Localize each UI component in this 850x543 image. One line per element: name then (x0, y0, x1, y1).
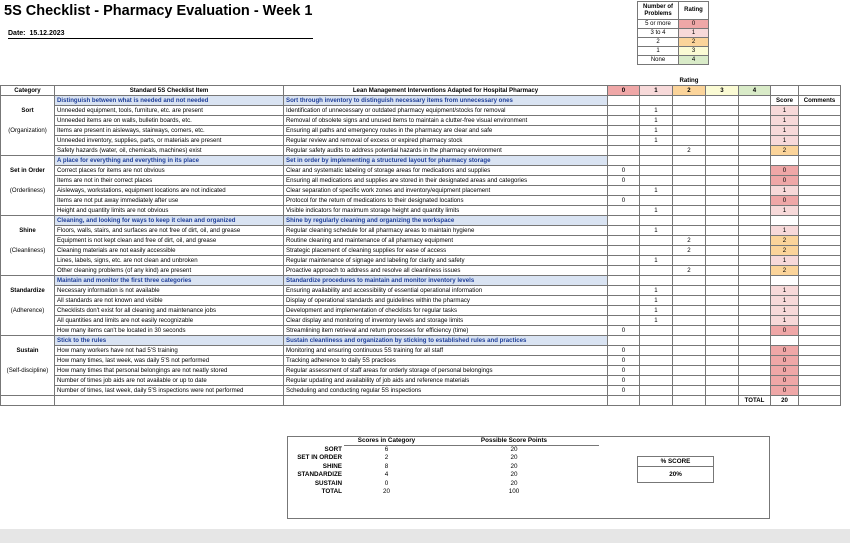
intervention-item: Regular updating and availability of job aids and reference materials (284, 376, 608, 386)
score-value: 0 (771, 376, 799, 386)
legend-header-rating: Rating (679, 2, 709, 20)
score-value: 1 (771, 286, 799, 296)
comment-cell (799, 126, 841, 136)
summary-row (289, 471, 599, 480)
category-subname: (Organization) (1, 126, 55, 136)
rating-value: 1 (640, 296, 673, 306)
comment-cell (799, 306, 841, 316)
table-row (1, 366, 841, 376)
score-header: Score (771, 96, 799, 106)
total-value: 20 (771, 396, 799, 406)
rating-value: 1 (640, 126, 673, 136)
intervention-item: Regular cleaning schedule for all pharmacy areas to maintain hygiene (284, 226, 608, 236)
intervention-item: Regular review and removal of excess or expired pharmacy stock (284, 136, 608, 146)
score-value: 0 (771, 386, 799, 396)
intervention-item: Strategic placement of cleaning supplies for ease of access (284, 246, 608, 256)
table-row (1, 316, 841, 326)
comment-cell (799, 326, 841, 336)
summary-score: 2 (384, 454, 389, 462)
comment-cell (799, 176, 841, 186)
rating-value: 1 (640, 206, 673, 216)
section-item-header: Maintain and monitor the first three categories (55, 276, 284, 286)
intervention-item: Regular assessment of staff areas for orderly storage of personal belongings (284, 366, 608, 376)
checklist-item: Items are not in their correct places (55, 176, 284, 186)
table-row (1, 286, 841, 296)
table-row (1, 346, 841, 356)
legend-rating: 3 (679, 47, 709, 56)
summary-score: 4 (384, 471, 389, 479)
score-value: 0 (771, 166, 799, 176)
table-row (1, 386, 841, 396)
summary-header-scores: Scores in Category (344, 437, 429, 446)
rating-value: 2 (673, 146, 706, 156)
section-intervention-header: Sort through inventory to distinguish necessary items from unnecessary ones (284, 96, 608, 106)
table-row (1, 376, 841, 386)
score-value: 1 (771, 226, 799, 236)
summary-score: 8 (384, 462, 389, 470)
checklist-item: Number of times job aids are not available or up to date (55, 376, 284, 386)
comment-cell (799, 196, 841, 206)
checklist-item: Unneeded items are on walls, bulletin boards, etc. (55, 116, 284, 126)
category-subname: (Cleanliness) (1, 246, 55, 256)
score-value: 0 (771, 356, 799, 366)
legend-rating: 0 (679, 20, 709, 29)
score-value: 0 (771, 346, 799, 356)
score-value: 1 (771, 126, 799, 136)
intervention-item: Routine cleaning and maintenance of all pharmacy equipment (284, 236, 608, 246)
checklist-item: All quantities and limits are not easily recognizable (55, 316, 284, 326)
percent-score-value: 20% (638, 467, 714, 483)
header-row-rating-group (1, 76, 841, 86)
table-row (1, 136, 841, 146)
score-value: 0 (771, 366, 799, 376)
rating-value: 1 (640, 306, 673, 316)
score-value: 1 (771, 186, 799, 196)
checklist-item: Aisleways, workstations, equipment locations are not indicated (55, 186, 284, 196)
section-item-header: Cleaning, and looking for ways to keep it clean and organized (55, 216, 284, 226)
summary-score: 0 (384, 479, 389, 487)
intervention-item: Monitoring and ensuring continuous 5S training for all staff (284, 346, 608, 356)
category-name: Sustain (1, 346, 55, 356)
intervention-item: Tracking adherence to daily 5S practices (284, 356, 608, 366)
score-value: 1 (771, 256, 799, 266)
intervention-item: Clear and systematic labeling of storage areas for medications and supplies (284, 166, 608, 176)
checklist-item: Equipment is not kept clean and free of dirt, oil, and grease (55, 236, 284, 246)
comment-cell (799, 376, 841, 386)
rating-legend (637, 1, 709, 65)
rating-value: 0 (608, 196, 640, 206)
comment-cell (799, 256, 841, 266)
table-row (1, 116, 841, 126)
summary-row (289, 488, 599, 497)
legend-row (638, 38, 709, 47)
checklist-item: Lines, labels, signs, etc. are not clean and unbroken (55, 256, 284, 266)
comment-cell (799, 316, 841, 326)
summary-possible: 20 (510, 471, 518, 479)
table-row (1, 326, 841, 336)
intervention-item: Display of operational standards and guidelines within the pharmacy (284, 296, 608, 306)
rating-value: 1 (640, 136, 673, 146)
rating-col-1: 1 (640, 86, 673, 96)
intervention-item: Regular maintenance of signage and labeling for clarity and safety (284, 256, 608, 266)
comment-cell (799, 246, 841, 256)
checklist-item: Other cleaning problems (of any kind) are present (55, 266, 284, 276)
rating-value: 1 (640, 286, 673, 296)
comment-cell (799, 226, 841, 236)
rating-col-4: 4 (739, 86, 771, 96)
checklist-item: Unneeded inventory, supplies, parts, or materials are present (55, 136, 284, 146)
section-header-row (1, 216, 841, 226)
summary-possible: 20 (510, 479, 518, 487)
rating-col-3: 3 (706, 86, 739, 96)
rating-value: 0 (608, 326, 640, 336)
intervention-item: Streamlining item retrieval and return processes for efficiency (time) (284, 326, 608, 336)
checklist-item: All standards are not known and visible (55, 296, 284, 306)
legend-rating: 2 (679, 38, 709, 47)
score-value: 1 (771, 206, 799, 216)
intervention-header: Lean Management Interventions Adapted for Hospital Pharmacy (284, 86, 608, 96)
section-intervention-header: Standardize procedures to maintain and monitor inventory levels (284, 276, 608, 286)
rating-value: 0 (608, 366, 640, 376)
comment-cell (799, 116, 841, 126)
date-line (8, 30, 313, 39)
total-label: TOTAL (739, 396, 771, 406)
comment-cell (799, 296, 841, 306)
rating-value: 0 (608, 346, 640, 356)
rating-value: 1 (640, 226, 673, 236)
section-header-row (1, 276, 841, 286)
summary-possible: 20 (510, 446, 518, 453)
summary-possible: 100 (508, 488, 520, 496)
summary-label: SET IN ORDER (297, 454, 342, 462)
summary-label: SUSTAIN (314, 479, 342, 487)
intervention-item: Identification of unnecessary or outdated pharmacy equipment/stocks for removal (284, 106, 608, 116)
score-value: 1 (771, 306, 799, 316)
rating-value: 1 (640, 316, 673, 326)
score-value: 1 (771, 316, 799, 326)
score-value: 2 (771, 146, 799, 156)
checklist-item: How many items can't be located in 30 seconds (55, 326, 284, 336)
rating-value: 0 (608, 376, 640, 386)
percent-score-label: % SCORE (638, 457, 714, 467)
score-value: 1 (771, 116, 799, 126)
score-value: 0 (771, 196, 799, 206)
category-cell (1, 156, 55, 166)
legend-rating: 4 (679, 56, 709, 65)
table-row (1, 166, 841, 176)
intervention-item: Regular safety audits to address potential hazards in the pharmacy environment (284, 146, 608, 156)
summary-label: SORT (324, 445, 342, 453)
checklist-item: Necessary information is not available (55, 286, 284, 296)
checklist-item: Unneeded equipment, tools, furniture, etc. are present (55, 106, 284, 116)
category-name: Set in Order (1, 166, 55, 176)
section-item-header: Stick to the rules (55, 336, 284, 346)
summary-possible: 20 (510, 454, 518, 462)
summary-row (289, 446, 599, 455)
comment-cell (799, 366, 841, 376)
checklist-item: Number of times, last week, daily 5'S inspections were not performed (55, 386, 284, 396)
table-row (1, 186, 841, 196)
table-row (1, 266, 841, 276)
section-header-row (1, 96, 841, 106)
rating-value: 0 (608, 386, 640, 396)
table-row (1, 206, 841, 216)
comment-cell (799, 186, 841, 196)
category-cell (1, 216, 55, 226)
intervention-item: Ensuring availability and accessibility of essential operational information (284, 286, 608, 296)
legend-problems: 2 (638, 38, 679, 47)
comment-cell (799, 146, 841, 156)
score-value: 2 (771, 236, 799, 246)
legend-problems: 5 or more (638, 20, 679, 29)
summary-label: TOTAL (321, 488, 342, 496)
percent-score-table (637, 456, 714, 483)
table-row (1, 176, 841, 186)
comments-header: Comments (799, 96, 841, 106)
rating-value: 0 (608, 166, 640, 176)
section-intervention-header: Shine by regularly cleaning and organizing the workspace (284, 216, 608, 226)
score-value: 0 (771, 326, 799, 336)
legend-problems: None (638, 56, 679, 65)
rating-value: 2 (673, 266, 706, 276)
table-row (1, 146, 841, 156)
comment-cell (799, 266, 841, 276)
intervention-item: Clear separation of specific work zones and inventory/equipment placement (284, 186, 608, 196)
total-row (1, 396, 841, 406)
rating-col-2: 2 (673, 86, 706, 96)
comment-cell (799, 236, 841, 246)
table-row (1, 106, 841, 116)
checklist-item: Height and quantity limits are not obvious (55, 206, 284, 216)
section-item-header: A place for everything and everything in its place (55, 156, 284, 166)
checklist-item: Correct places for items are not obvious (55, 166, 284, 176)
checklist-item: Checklists don't exist for all cleaning and maintenance jobs (55, 306, 284, 316)
rating-value: 1 (640, 256, 673, 266)
legend-header-problems: Number of Problems (638, 2, 679, 20)
table-row (1, 196, 841, 206)
table-row (1, 126, 841, 136)
score-value: 1 (771, 296, 799, 306)
category-header: Category (1, 86, 55, 96)
comment-cell (799, 166, 841, 176)
checklist-item: Floors, walls, stairs, and surfaces are not free of dirt, oil, and grease (55, 226, 284, 236)
date-label: Date: (8, 30, 26, 37)
comment-cell (799, 106, 841, 116)
category-subname: (Self-discipline) (1, 366, 55, 376)
checklist-item: How many times that personal belongings are not neatly stored (55, 366, 284, 376)
section-header-row (1, 336, 841, 346)
rating-value: 0 (608, 176, 640, 186)
checklist-item: How many times, last week, was daily 5'S not performed (55, 356, 284, 366)
checklist-item: Safety hazards (water, oil, chemicals, machines) exist (55, 146, 284, 156)
rating-value: 1 (640, 106, 673, 116)
table-row (1, 256, 841, 266)
table-row (1, 356, 841, 366)
checklist-item: How many workers have not had 5'S training (55, 346, 284, 356)
summary-label: SHINE (322, 462, 342, 470)
intervention-item: Scheduling and conducting regular 5S inspections (284, 386, 608, 396)
category-cell (1, 336, 55, 346)
legend-rating: 1 (679, 29, 709, 38)
legend-row (638, 56, 709, 65)
summary-score: 20 (382, 488, 390, 496)
intervention-item: Clear display and monitoring of inventory levels and storage limits (284, 316, 608, 326)
category-name: Shine (1, 226, 55, 236)
comment-cell (799, 346, 841, 356)
comment-cell (799, 386, 841, 396)
legend-problems: 3 to 4 (638, 29, 679, 38)
date-value: 15.12.2023 (29, 30, 65, 37)
score-value: 1 (771, 136, 799, 146)
intervention-item: Visible indicators for maximum storage height and quantity limits (284, 206, 608, 216)
score-value: 0 (771, 176, 799, 186)
table-row (1, 296, 841, 306)
category-subname: (Orderliness) (1, 186, 55, 196)
intervention-item: Proactive approach to address and resolve all cleanliness issues (284, 266, 608, 276)
summary-possible: 20 (510, 462, 518, 470)
intervention-item: Ensuring all paths and emergency routes in the pharmacy are clear and safe (284, 126, 608, 136)
checklist-item: Cleaning materials are not easily accessible (55, 246, 284, 256)
checklist-item: Items are not put away immediately after use (55, 196, 284, 206)
intervention-item: Removal of obsolete signs and unused items to maintain a clutter-free visual environment (284, 116, 608, 126)
intervention-item: Development and implementation of checklists for regular tasks (284, 306, 608, 316)
section-intervention-header: Sustain cleanliness and organization by sticking to established rules and practices (284, 336, 608, 346)
summary-row (289, 463, 599, 472)
rating-col-0: 0 (608, 86, 640, 96)
category-subname: (Adherence) (1, 306, 55, 316)
rating-value: 2 (673, 246, 706, 256)
summary-score: 6 (384, 446, 389, 453)
item-header: Standard 5S Checklist Item (55, 86, 284, 96)
intervention-item: Protocol for the return of medications to their designated locations (284, 196, 608, 206)
rating-value: 1 (640, 116, 673, 126)
header-row (1, 86, 841, 96)
footer-bar (0, 529, 850, 543)
table-row (1, 306, 841, 316)
summary-row (289, 454, 599, 463)
rating-value: 0 (608, 356, 640, 366)
table-row (1, 246, 841, 256)
page-title: 5S Checklist - Pharmacy Evaluation - Week 1 (4, 3, 313, 19)
section-item-header: Distinguish between what is needed and not needed (55, 96, 284, 106)
summary-table (289, 437, 599, 497)
score-value: 1 (771, 106, 799, 116)
rating-value: 2 (673, 236, 706, 246)
section-header-row (1, 156, 841, 166)
rating-value: 1 (640, 186, 673, 196)
checklist-table (0, 76, 841, 406)
table-row (1, 236, 841, 246)
table-row (1, 226, 841, 236)
summary-label: STANDARDIZE (297, 471, 342, 479)
score-value: 2 (771, 246, 799, 256)
checklist-item: Items are present in aisleways, stairways, corners, etc. (55, 126, 284, 136)
comment-cell (799, 286, 841, 296)
legend-row (638, 29, 709, 38)
category-cell (1, 276, 55, 286)
section-intervention-header: Set in order by implementing a structured layout for pharmacy storage (284, 156, 608, 166)
comment-cell (799, 356, 841, 366)
category-cell (1, 96, 55, 106)
legend-problems: 1 (638, 47, 679, 56)
comment-cell (799, 136, 841, 146)
score-value: 2 (771, 266, 799, 276)
category-name: Standardize (1, 286, 55, 296)
category-name: Sort (1, 106, 55, 116)
legend-row (638, 47, 709, 56)
intervention-item: Ensuring all medications and supplies are stored in their designated areas and categories (284, 176, 608, 186)
comment-cell (799, 206, 841, 216)
rating-group-header: Rating (679, 77, 699, 84)
legend-row (638, 20, 709, 29)
summary-row (289, 480, 599, 489)
summary-header-possible: Possible Score Points (429, 437, 599, 446)
